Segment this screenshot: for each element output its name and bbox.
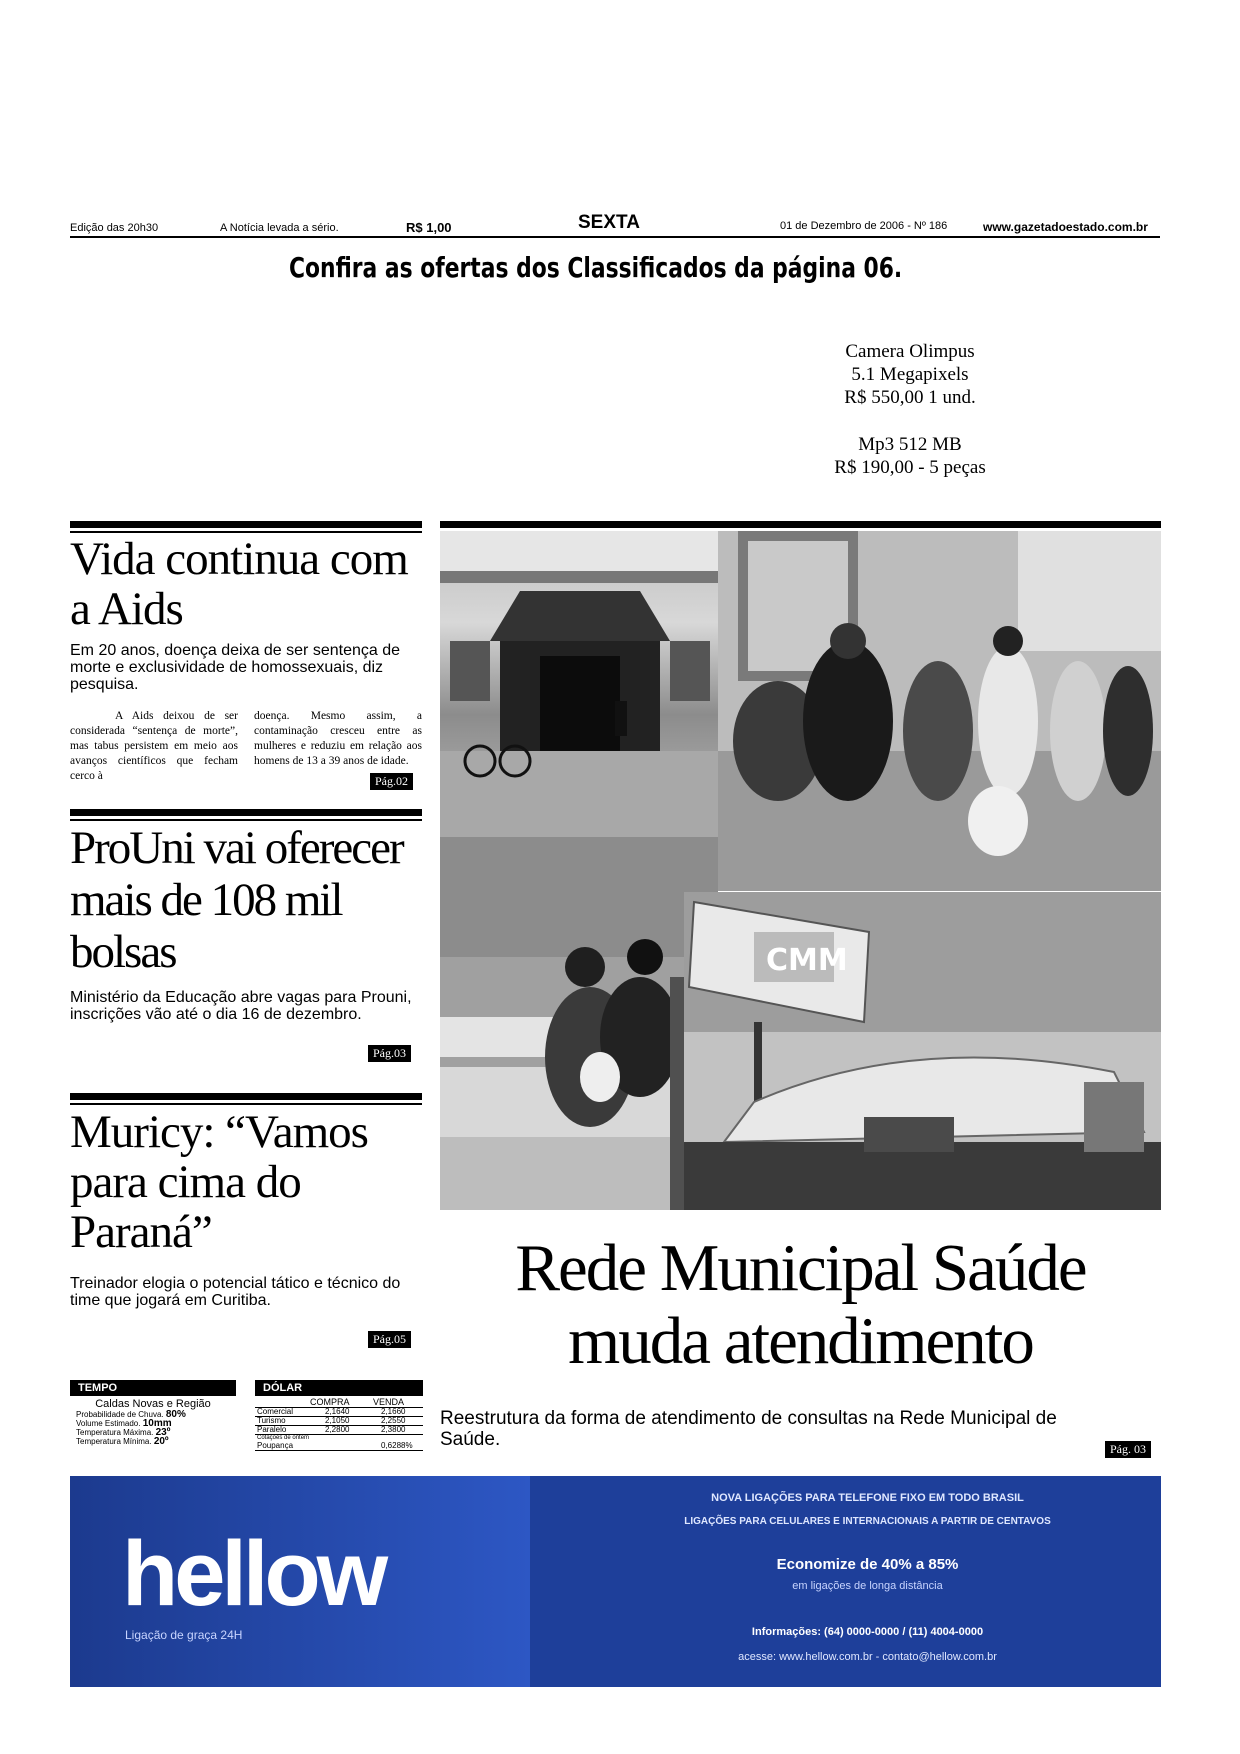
weekday: SEXTA [578,212,640,233]
weather-row: Temperatura Máxima. 23º [76,1427,171,1438]
aids-body-col2: doença. Mesmo assim, a contaminação cresceu entre as mulheres e reduziu em relação aos homens de 13 a 39 anos de idade. [254,710,422,767]
dollar-row: Paralelo 2,2800 2,3800 [255,1426,423,1435]
main-headline-line: muda atendimento [568,1304,1033,1378]
weather-row: Volume Estimado. 10mm [76,1418,172,1429]
clinic-building-photo[interactable] [684,892,1161,1210]
aids-page-ref[interactable]: Pág.02 [370,773,413,790]
dollar-col-sell: VENDA [373,1397,405,1407]
price: R$ 1,00 [406,220,452,235]
issue-date: 01 de Dezembro de 2006 - Nº 186 [780,220,948,232]
section-rule [70,1093,422,1100]
edition-label: Edição das 20h30 [70,222,159,234]
dollar-col-buy: COMPRA [310,1397,350,1407]
prouni-page-ref[interactable]: Pág.03 [368,1045,411,1062]
section-rule [440,521,1161,528]
prouni-headline[interactable]: ProUni vai oferecer mais de 108 mil bolsas [70,822,403,978]
main-dek: Reestrutura da forma de atendimento de consultas na Rede Municipal de Saúde. [440,1408,1057,1450]
weather-region: Caldas Novas e Região [95,1398,211,1410]
offers-box [780,340,1040,479]
dollar-note: Cotações de ontem [257,1435,310,1441]
aids-dek: Em 20 anos, doença deixa de ser sentença de morte e exclusividade de homossexuais, diz pesquisa. [70,642,400,693]
clinic-entrance-photo[interactable] [440,531,718,837]
dollar-row: Comercial 2,1640 2,1660 [255,1408,423,1417]
weather-row: Probabilidade de Chuva. 80% [76,1409,186,1420]
aids-body-col1: A Aids deixou de ser considerada “sentença de morte”, mas tabus persistem em meio aos avanços científicos que fecham cerco à [70,710,238,782]
masthead-rule [70,236,1160,238]
ad-line-6: acesse: www.hellow.com.br - contato@hellow.com.br [738,1651,997,1663]
weather-title: TEMPO [70,1380,236,1396]
section-rule [70,1103,422,1105]
website-link[interactable]: www.gazetadoestado.com.br [983,220,1148,234]
section-rule [70,809,422,816]
waiting-line-photo[interactable] [718,531,1161,891]
weather-row: Temperatura Mínima. 20º [76,1436,169,1447]
muricy-headline[interactable]: Muricy: “Vamos para cima do Paraná” [70,1106,368,1258]
main-headline-line: Rede Municipal Saúde [515,1231,1086,1305]
ad-line-1: NOVA LIGAÇÕES PARA TELEFONE FIXO EM TODO BRASIL [711,1492,1024,1504]
aids-headline[interactable]: Vida continua com a Aids [70,533,408,635]
waiting-room-photo[interactable] [440,837,718,1210]
muricy-page-ref[interactable]: Pág.05 [368,1331,411,1348]
ad-line-5: Informações: (64) 0000-0000 / (11) 4004-0000 [751,1626,984,1638]
offer-line: 5.1 Megapixels [851,364,969,385]
muricy-dek: Treinador elogia o potencial tático e técnico do time que jogará em Curitiba. [70,1275,401,1309]
weather-box [70,1380,236,1446]
dollar-row: Turismo 2,1050 2,2550 [255,1417,423,1426]
savings-row: Poupança 0,6288% [255,1442,423,1451]
offer-line: R$ 550,00 1 und. [844,387,976,408]
ad-tagline: Ligação de graça 24H [125,1628,243,1642]
offer-line: R$ 190,00 - 5 peças [834,457,986,478]
offer-line: Camera Olimpus [845,341,975,362]
ad-line-4: em ligações de longa distância [792,1580,943,1592]
section-rule [70,521,422,528]
clinic-sign-text: CMM [766,943,848,978]
offer-line: Mp3 512 MB [858,434,962,455]
prouni-dek: Ministério da Educação abre vagas para Prouni, inscrições vão até o dia 16 de dezembro. [70,989,412,1023]
main-page-ref[interactable]: Pág. 03 [1105,1441,1151,1458]
ad-line-3: Economize de 40% a 85% [776,1556,959,1573]
classifieds-banner[interactable]: Confira as ofertas dos Classificados da página 06. [289,251,903,284]
main-headline[interactable] [440,1232,1161,1378]
hellow-logo: hellow [122,1523,385,1625]
section-rule [70,819,422,821]
ad-line-2: LIGAÇÕES PARA CELULARES E INTERNACIONAIS A PARTIR DE CENTAVOS [684,1516,1051,1527]
dollar-title: DÓLAR [255,1380,423,1396]
hellow-ad-banner[interactable] [70,1476,1161,1687]
dollar-box [255,1380,423,1451]
slogan: A Notícia levada a sério. [220,222,339,234]
